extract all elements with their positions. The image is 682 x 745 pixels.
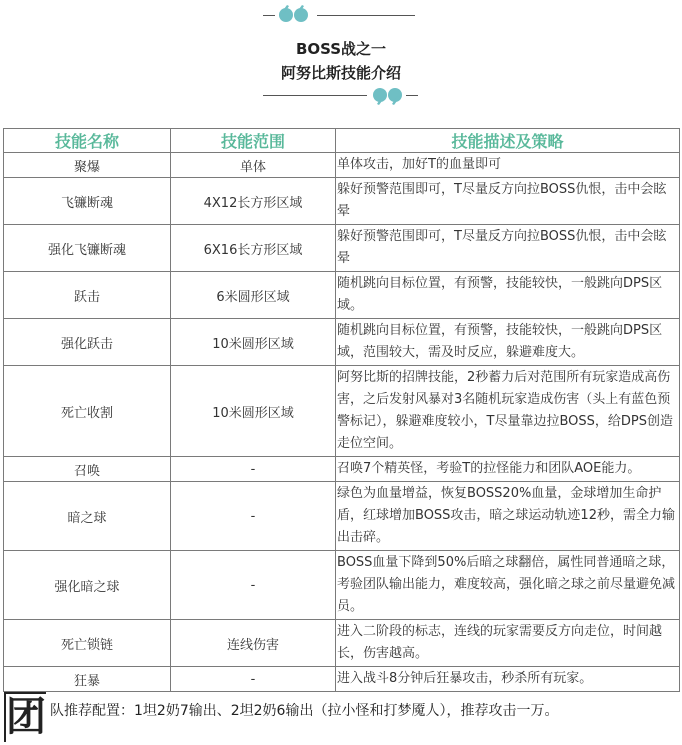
- skill-name: 跃击: [4, 272, 171, 319]
- skill-name: 死亡收割: [4, 366, 171, 457]
- header-rule-top-right: [317, 15, 415, 16]
- dropcap-letter: 团: [6, 694, 46, 740]
- table-row: [4, 457, 680, 482]
- header-skill-range: 技能范围: [171, 129, 336, 153]
- skill-description: 躲好预警范围即可，T尽量反方向拉BOSS仇恨，击中会眩晕: [336, 225, 680, 272]
- header-rule-bottom-left: [263, 95, 367, 96]
- header-skill-description: 技能描述及策略: [336, 129, 680, 153]
- header-rule-top-left: [263, 15, 275, 16]
- page-title-line2: 阿努比斯技能介绍: [280, 64, 401, 82]
- skill-range: -: [171, 482, 336, 551]
- skill-description: 召唤7个精英怪，考验T的拉怪能力和团队AOE能力。: [336, 457, 680, 482]
- skill-description: 随机跳向目标位置，有预警，技能较快，一般跳向DPS区域，范围较大，需及时反应，躲避难度大。: [336, 319, 680, 366]
- table-row: [4, 620, 680, 667]
- skill-description: 躲好预警范围即可，T尽量反方向拉BOSS仇恨，击中会眩晕: [336, 178, 680, 225]
- skill-description: 绿色为血量增益，恢复BOSS20%血量，金球增加生命护盾，红球增加BOSS攻击，暗之球运动轨迹12秒，需全力输出击碎。: [336, 482, 680, 551]
- skill-range: -: [171, 551, 336, 620]
- skill-description: BOSS血量下降到50%后暗之球翻倍，属性同普通暗之球，考验团队输出能力，难度较高，强化暗之球之前尽量避免减员。: [336, 551, 680, 620]
- skill-name: 飞镰断魂: [4, 178, 171, 225]
- skill-name: 召唤: [4, 457, 171, 482]
- team-recommendation: [0, 684, 682, 745]
- table-row: [4, 178, 680, 225]
- quote-mark-icon: [372, 86, 404, 106]
- skills-table: [3, 128, 680, 692]
- skill-range: -: [171, 667, 336, 692]
- skill-description: 随机跳向目标位置，有预警，技能较快，一般跳向DPS区域。: [336, 272, 680, 319]
- skill-description: 进入战斗8分钟后狂暴攻击，秒杀所有玩家。: [336, 667, 680, 692]
- skill-name: 聚爆: [4, 153, 171, 178]
- recommendation-text: 队推荐配置：1坦2奶7输出、2坦2奶6输出（拉小怪和打梦魇人），推荐攻击一万。: [50, 703, 559, 719]
- skill-range: 6米圆形区域: [171, 272, 336, 319]
- skill-name: 强化跃击: [4, 319, 171, 366]
- skill-name: 死亡锁链: [4, 620, 171, 667]
- page-title-line1: BOSS战之一: [295, 40, 387, 58]
- skill-range: 单体: [171, 153, 336, 178]
- table-row: [4, 551, 680, 620]
- skill-description: 单体攻击，加好T的血量即可: [336, 153, 680, 178]
- skill-description: 进入二阶段的标志，连线的玩家需要反方向走位，时间越长，伤害越高。: [336, 620, 680, 667]
- skill-name: 强化暗之球: [4, 551, 171, 620]
- quote-mark-icon: [278, 4, 310, 24]
- skill-name: 暗之球: [4, 482, 171, 551]
- table-row: [4, 366, 680, 457]
- skill-name: 狂暴: [4, 667, 171, 692]
- skill-range: 4X12长方形区域: [171, 178, 336, 225]
- header-rule-bottom-right: [406, 95, 418, 96]
- table-row: [4, 225, 680, 272]
- table-header-row: [4, 129, 680, 153]
- skill-name: 强化飞镰断魂: [4, 225, 171, 272]
- table-row: [4, 482, 680, 551]
- skill-range: 10米圆形区域: [171, 366, 336, 457]
- table-row: [4, 272, 680, 319]
- article-header: [0, 0, 682, 112]
- skill-range: 6X16长方形区域: [171, 225, 336, 272]
- skill-description: 阿努比斯的招牌技能，2秒蓄力后对范围所有玩家造成高伤害，之后发射风暴对3名随机玩家造成伤害（头上有蓝色预警标记），躲避难度较小，T尽量靠边拉BOSS，给DPS创造走位空间。: [336, 366, 680, 457]
- header-skill-name: 技能名称: [4, 129, 171, 153]
- skill-range: 10米圆形区域: [171, 319, 336, 366]
- skill-range: 连线伤害: [171, 620, 336, 667]
- table-row: [4, 153, 680, 178]
- table-row: [4, 319, 680, 366]
- skill-range: -: [171, 457, 336, 482]
